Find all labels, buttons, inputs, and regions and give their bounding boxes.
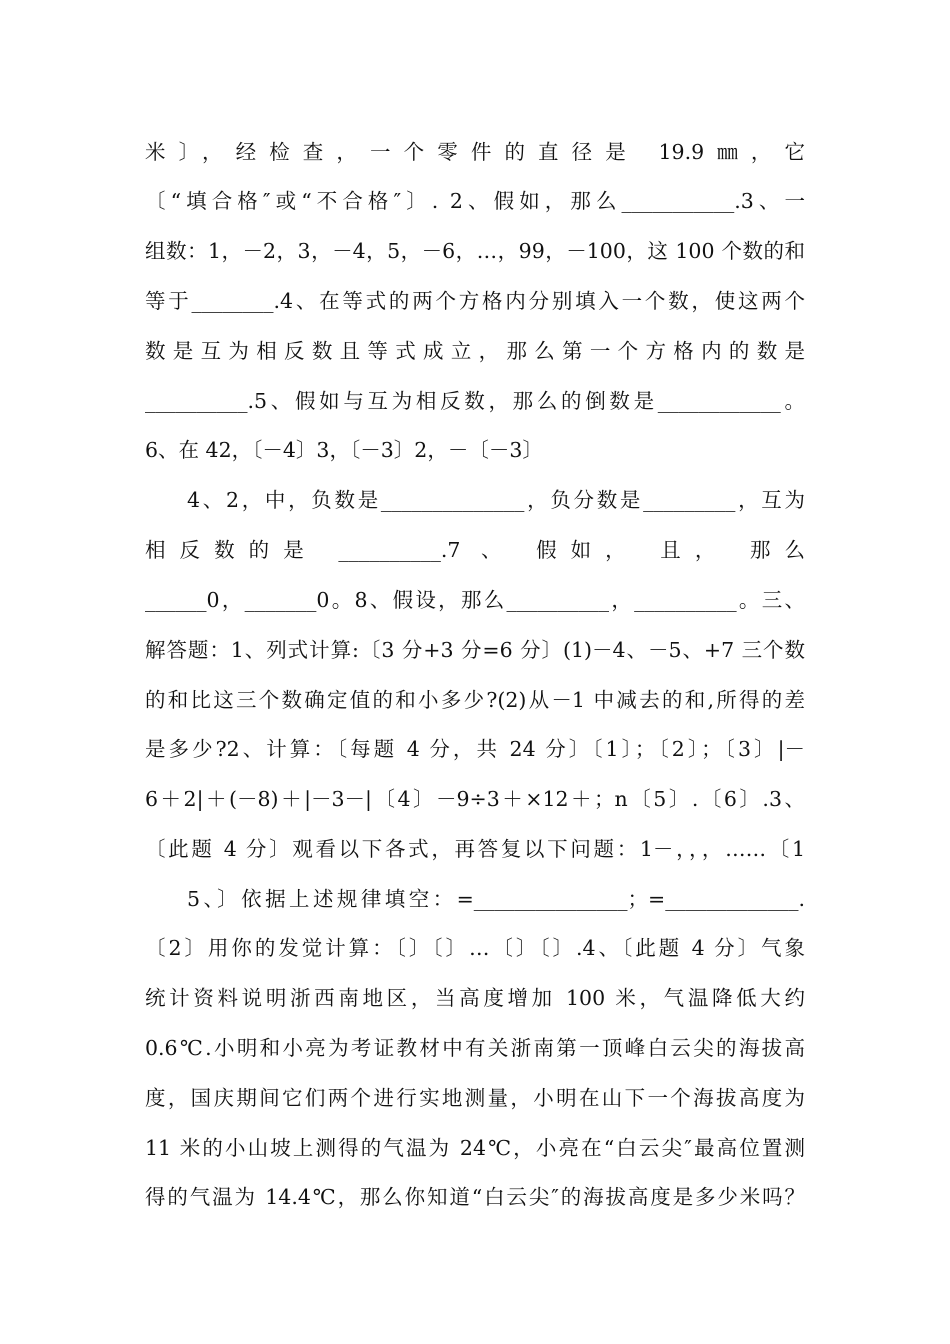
text-line: 4、2，中，负数是______________，负分数是_________，互为: [187, 488, 805, 512]
text-line: 6＋2|＋(－8)＋|－3－|〔4〕－9÷3＋×12＋；n〔5〕.〔6〕.3、: [145, 787, 805, 811]
text-line: 0.6℃.小明和小亮为考证教材中有关浙南第一顶峰白云尖的海拔高: [145, 1036, 805, 1060]
text-line: 〔“填合格″或“不合格″〕. 2、假如，那么___________.3、一: [145, 189, 805, 213]
text-line: 〔2〕用你的发觉计算：〔〕〔〕…〔〕〔〕.4、〔此题 4 分〕气象: [145, 936, 805, 960]
text-line: ______0，_______0。8、假设，那么__________，__________。三、: [145, 588, 805, 612]
text-line: 〔此题 4 分〕观看以下各式，再答复以下问题：1－，，，……〔1: [145, 837, 805, 861]
text-line: 米〕，经检查，一个零件的直径是 19.9㎜，它: [145, 140, 805, 164]
text-line: __________.5、假如与互为相反数，那么的倒数是____________。: [145, 389, 805, 413]
text-line: 数是互为相反数且等式成立，那么第一个方格内的数是: [145, 339, 805, 363]
text-line: 6、在 42，〔－4〕3，〔－3〕2，－〔－3〕: [145, 438, 543, 462]
text-line: 5、〕依据上述规律填空：=_______________；=_____________.: [187, 887, 805, 911]
text-line: 相反数的是 __________.7 、 假如， 且， 那么: [145, 538, 805, 562]
text-line: 的和比这三个数确定值的和小多少?(2)从－1 中减去的和,所得的差: [145, 688, 805, 712]
text-line: 度，国庆期间它们两个进行实地测量，小明在山下一个海拔高度为: [145, 1086, 805, 1110]
text-line: 解答题：1、列式计算:〔3 分+3 分=6 分〕(1)－4、－5、+7 三个数: [145, 638, 805, 662]
text-line: 11 米的小山坡上测得的气温为 24℃，小亮在“白云尖″最高位置测: [145, 1136, 805, 1160]
text-line: 组数：1，－2，3，－4，5，－6，…，99，－100，这 100 个数的和: [145, 239, 805, 263]
text-line: 是多少?2、计算：〔每题 4 分，共 24 分〕〔1〕；〔2〕；〔3〕|－: [145, 737, 805, 761]
text-line: 统计资料说明浙西南地区，当高度增加 100 米，气温降低大约: [145, 986, 805, 1010]
text-line: 得的气温为 14.4℃，那么你知道“白云尖″的海拔高度是多少米吗？: [145, 1185, 805, 1209]
text-line: 等于________.4、在等式的两个方格内分别填入一个数，使这两个: [145, 289, 805, 313]
